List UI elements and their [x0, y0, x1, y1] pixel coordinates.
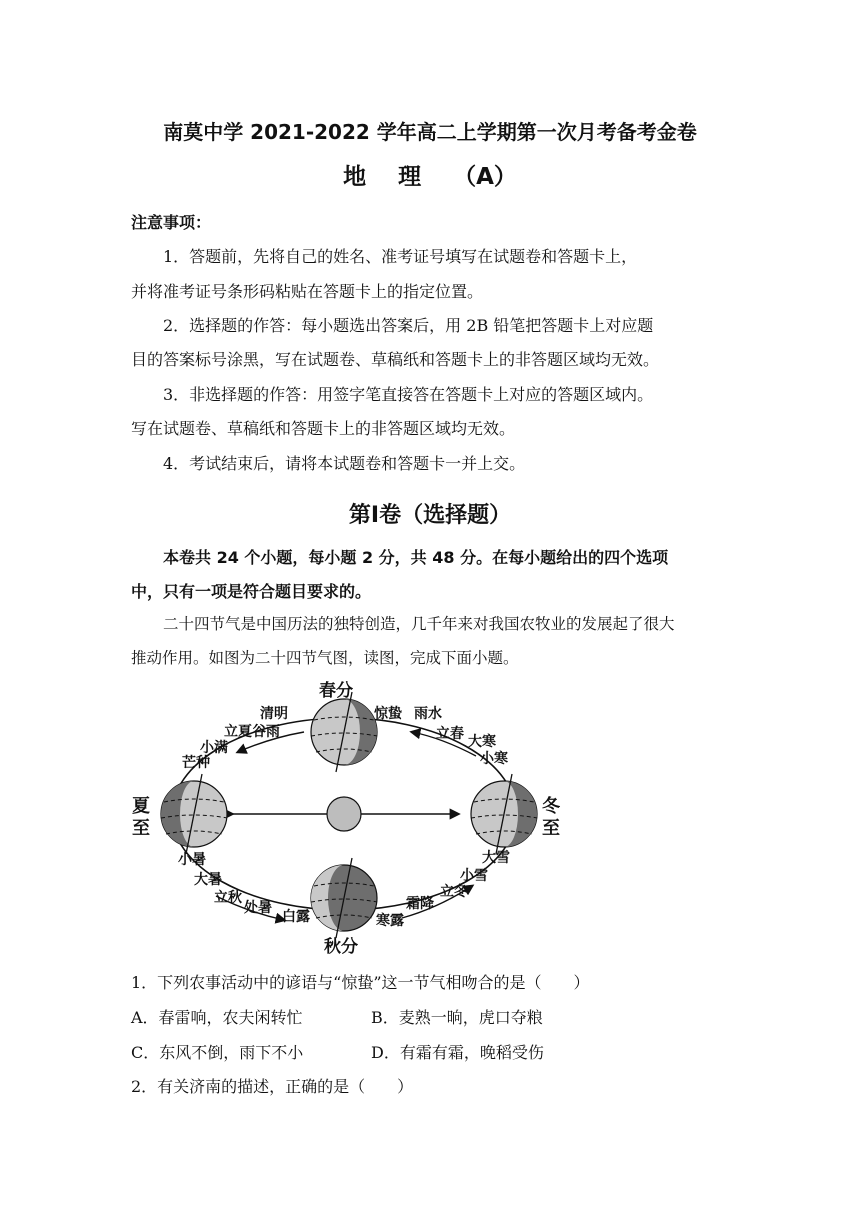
label-summer-1: 夏	[132, 796, 150, 817]
notice-heading: 注意事项：	[131, 213, 212, 232]
earth-autumn-icon	[311, 858, 377, 938]
section-intro-2: 中，只有一项是符合题目要求的。	[131, 582, 372, 601]
sun-icon	[327, 797, 361, 831]
label-lichun: 立春	[436, 726, 464, 742]
label-dahan: 大寒	[468, 734, 496, 750]
label-summer-2: 至	[132, 818, 150, 839]
label-shuangjiang: 霜降	[406, 896, 434, 912]
label-yushui: 雨水	[414, 706, 442, 722]
earth-spring-icon	[311, 692, 377, 772]
question-1-option-d: D．有霜有霜，晚稻受伤	[371, 1043, 544, 1062]
label-liqiu: 立秋	[214, 890, 242, 906]
label-hanlu: 寒露	[376, 913, 404, 929]
earth-winter-icon	[471, 774, 537, 854]
passage-line-1: 二十四节气是中国历法的独特创造，几千年来对我国农牧业的发展起了很大	[163, 615, 675, 633]
solar-terms-diagram	[120, 672, 580, 962]
label-bailu: 白露	[282, 909, 310, 925]
question-1-option-c: C．东风不倒，雨下不小	[131, 1043, 304, 1062]
label-autumn: 秋分	[324, 937, 358, 957]
label-xiaohan: 小寒	[480, 751, 508, 767]
question-1-stem: 1．下列农事活动中的谚语与“惊蛰”这一节气相吻合的是（ ）	[131, 973, 590, 992]
exam-title: 南莫中学 2021-2022 学年高二上学期第一次月考备考金卷	[163, 120, 697, 144]
earth-summer-icon	[161, 774, 227, 854]
question-1-option-b: B．麦熟一晌，虎口夺粮	[371, 1008, 543, 1027]
notice-line-2: 并将准考证号条形码粘贴在答题卡上的指定位置。	[131, 282, 484, 301]
label-qingming: 清明	[260, 706, 288, 722]
notice-line-7: 4．考试结束后，请将本试题卷和答题卡一并上交。	[163, 454, 526, 473]
label-winter-1: 冬	[542, 796, 560, 817]
notice-line-5: 3．非选择题的作答：用签字笔直接答在答题卡上对应的答题区域内。	[163, 385, 654, 404]
label-mangzhong: 芒种	[182, 755, 210, 771]
label-spring: 春分	[319, 681, 353, 701]
label-daxue: 大雪	[482, 850, 510, 866]
notice-line-6: 写在试题卷、草稿纸和答题卡上的非答题区域均无效。	[131, 419, 516, 438]
notice-line-3: 2．选择题的作答：每小题选出答案后，用 2B 铅笔把答题卡上对应题	[163, 316, 654, 335]
question-2-stem: 2．有关济南的描述，正确的是（ ）	[131, 1077, 414, 1096]
notice-line-1: 1．答题前，先将自己的姓名、准考证号填写在试题卷和答题卡上，	[163, 247, 638, 266]
label-xiaoshu: 小暑	[178, 852, 206, 868]
label-chushu: 处暑	[244, 900, 272, 916]
subject-title: 地 理 （A）	[343, 164, 517, 190]
label-lixia-guyu: 立夏谷雨	[224, 724, 280, 740]
label-winter-2: 至	[542, 818, 560, 839]
label-jingzhe: 惊蛰	[374, 706, 402, 722]
label-dashu: 大暑	[194, 872, 222, 888]
label-lidong: 立冬	[440, 884, 468, 900]
question-1-option-a: A．春雷响，农夫闲转忙	[131, 1008, 303, 1027]
label-xiaoman: 小满	[200, 740, 228, 756]
section-intro-1: 本卷共 24 个小题，每小题 2 分，共 48 分。在每小题给出的四个选项	[163, 548, 669, 567]
passage-line-2: 推动作用。如图为二十四节气图，读图，完成下面小题。	[131, 649, 519, 667]
notice-line-4: 目的答案标号涂黑，写在试题卷、草稿纸和答题卡上的非答题区域均无效。	[131, 350, 660, 369]
section-title: 第Ⅰ卷（选择题）	[348, 503, 512, 528]
label-xiaoxue: 小雪	[460, 868, 488, 884]
